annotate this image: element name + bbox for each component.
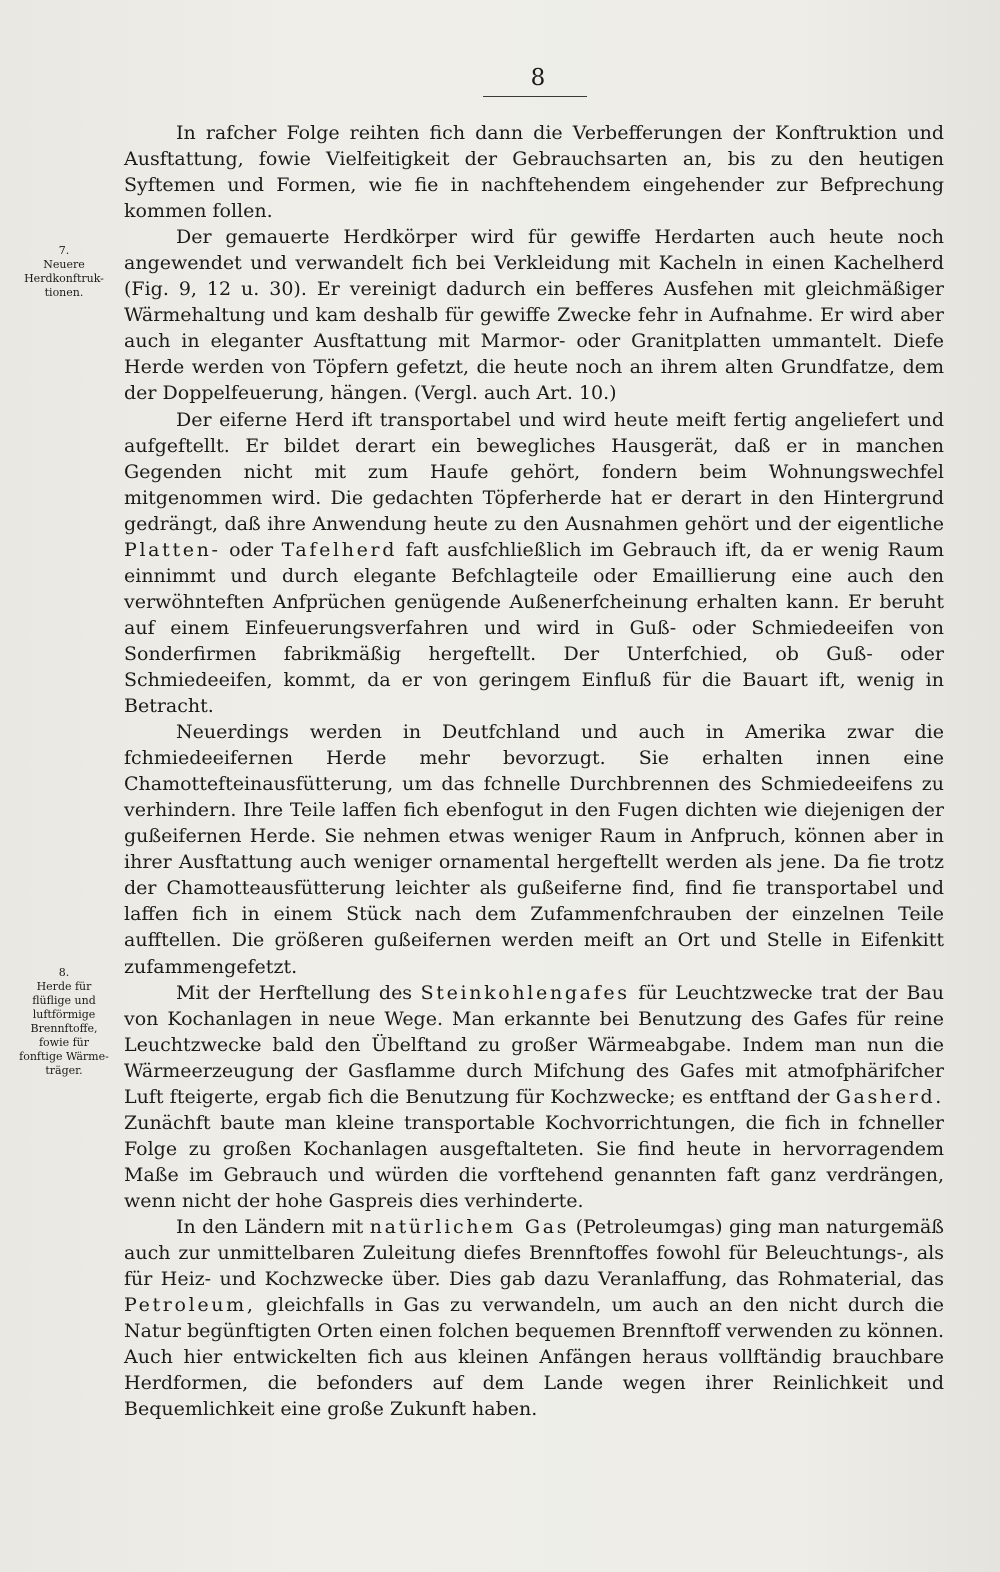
body-text	[124, 120, 944, 1422]
paragraph	[124, 407, 944, 720]
paragraph-text: faft ausfchließlich im Gebrauch ift, da er wenig Raum einnimmt und durch elegante Befchlagteile oder Emaillierung eine auch den verwöhnteften Anfprüchen genügende Außenerfcheinung erhalten kann. Er beruht auf einem Einfeuerungsverfahren und wird in Guß- oder Schmiedeeifen von Sonderfirmen fabrikmäßig hergeftellt. Der Unterfchied, ob Guß- oder Schmiedeeifen, kommt, da er von geringem Einfluß für die Bauart ift, wenig in Betracht.	[124, 538, 944, 718]
spaced-term: Platten-	[124, 538, 221, 561]
margin-note-line: Neuere	[43, 258, 85, 271]
margin-note-line: träger.	[45, 1064, 83, 1077]
spaced-term: Gasherd.	[835, 1085, 944, 1108]
paragraph-text: Der eiferne Herd ift transportabel und wird heute meift fertig angeliefert und aufgeftellt. Er bildet derart ein bewegliches Hausgerät, daß er in manchen Gegenden nicht mit zum Haufe gehört, fondern beim Wohnungswechfel mitgenommen wird. Die gedachten Töpferherde hat er derart in den Hintergrund gedrängt, daß ihre Anwendung heute zu den Ausnahmen gehört und der eigentliche	[124, 408, 944, 535]
paragraph	[124, 1214, 944, 1422]
margin-note-line: tionen.	[44, 286, 84, 299]
paragraph-text: Mit der Herftellung des	[176, 981, 421, 1004]
page-number-rule	[483, 96, 587, 97]
paragraph-text: In rafcher Folge reihten fich dann die Verbefferungen der Konftruktion und Ausftattung, fowie Vielfeitigkeit der Gebrauchsarten an, bis zu den heutigen Syftemen und Formen, wie fie in nachftehendem eingehender zur Befprechung kommen follen.	[124, 122, 944, 223]
margin-note-line: Herde für	[36, 980, 92, 993]
paragraph	[124, 980, 944, 1214]
paragraph	[124, 224, 944, 406]
margin-note-7	[0, 244, 128, 300]
margin-note-number: 8.	[58, 966, 70, 979]
paragraph-text: oder	[220, 538, 282, 561]
paragraph-text: Neuerdings werden in Deutfchland und auch in Amerika zwar die fchmiedeeifernen Herde mehr bevorzugt. Sie erhalten innen eine Chamottefteinausfütterung, um das fchnelle Durchbrennen des Schmiedeeifens zu verhindern. Ihre Teile laffen fich ebenfogut in den Fugen dichten wie diejenigen der gußeifernen Herde. Sie nehmen etwas weniger Raum in Anfpruch, können aber in ihrer Ausftattung auch weniger ornamental hergeftellt werden als jene. Da fie trotz der Chamotteausfütterung leichter als gußeiferne find, find fie transportabel und laffen fich in einem Stück nach dem Zufammenfchrauben der einzelnen Teile aufftellen. Die größeren gußeifernen werden meift an Ort und Stelle in Eifenkitt zufammengefetzt.	[124, 721, 944, 978]
margin-note-8	[0, 966, 128, 1078]
paragraph-text: Der gemauerte Herdkörper wird für gewiffe Herdarten auch heute noch angewendet und verwandelt fich bei Verkleidung mit Kacheln in einen Kachelherd (Fig. 9, 12 u. 30). Er vereinigt dadurch ein befferes Ausfehen mit gleichmäßiger Wärmehaltung und kam deshalb für gewiffe Zwecke fehr in Aufnahme. Er wird aber auch in eleganter Ausftattung mit Marmor- oder Granitplatten ummantelt. Diefe Herde werden von Töpfern gefetzt, die heute noch an ihrem alten Grundfatze, dem der Doppelfeuerung, hängen. (Vergl. auch Art. 10.)	[124, 226, 944, 405]
margin-note-line: Brennftoffe,	[30, 1022, 98, 1035]
paragraph	[124, 120, 944, 224]
spaced-term: Tafelherd	[281, 538, 398, 561]
paragraph-text: In den Ländern mit	[176, 1215, 370, 1238]
margin-note-line: flüflige und	[32, 994, 96, 1007]
paragraph-text: gleichfalls in Gas zu verwandeln, um auch an den nicht durch die Natur begünftigten Orten einen folchen bequemen Brennftoff verwenden zu können. Auch hier entwickelten fich aus kleinen Anfängen heraus vollftändig brauchbare Herdformen, die befonders auf dem Lande wegen ihrer Reinlichkeit und Bequemlichkeit eine große Zukunft haben.	[124, 1294, 944, 1421]
margin-note-line: fowie für	[38, 1036, 90, 1049]
paragraph-text: Zunächft baute man kleine transportable Kochvorrichtungen, die fich in fchneller Folge zu großen Kochanlagen ausgeftalteten. Sie find heute in hervorragendem Maße im Gebrauch und würden die vorftehend genannten faft ganz verdrängen, wenn nicht der hohe Gaspreis dies verhinderte.	[124, 1111, 944, 1212]
margin-note-line: fonftige Wärme-	[19, 1050, 109, 1063]
spaced-term: Steinkohlengafes	[420, 981, 630, 1004]
paragraph	[124, 719, 944, 979]
spaced-term: Petroleum,	[124, 1294, 256, 1317]
page-number: 8	[530, 65, 546, 91]
paragraph-text: für Leuchtzwecke trat der Bau von Kochanlagen in neue Wege. Man erkannte bei Benutzung des Gafes für reine Leuchtzwecke bald den Übelftand zu großer Wärmeabgabe. Indem man nun die Wärmeerzeugung der Gasflamme durch Mifchung des Gafes mit atmofphärifcher Luft fteigerte, ergab fich die Benutzung für Kochzwecke; es entftand der	[124, 981, 944, 1108]
spaced-term: natürlichem Gas	[369, 1215, 570, 1238]
margin-note-line: Herdkonftruk-	[24, 272, 104, 285]
paragraph-text: (Petroleumgas) ging man naturgemäß auch zur unmittelbaren Zuleitung diefes Brennftoffes fowohl für Beleuchtungs-, als für Heiz- und Kochzwecke über. Dies gab dazu Veranlaffung, das Rohmaterial, das	[124, 1215, 945, 1291]
margin-note-line: luftförmige	[32, 1008, 96, 1021]
margin-note-number: 7.	[58, 244, 70, 257]
